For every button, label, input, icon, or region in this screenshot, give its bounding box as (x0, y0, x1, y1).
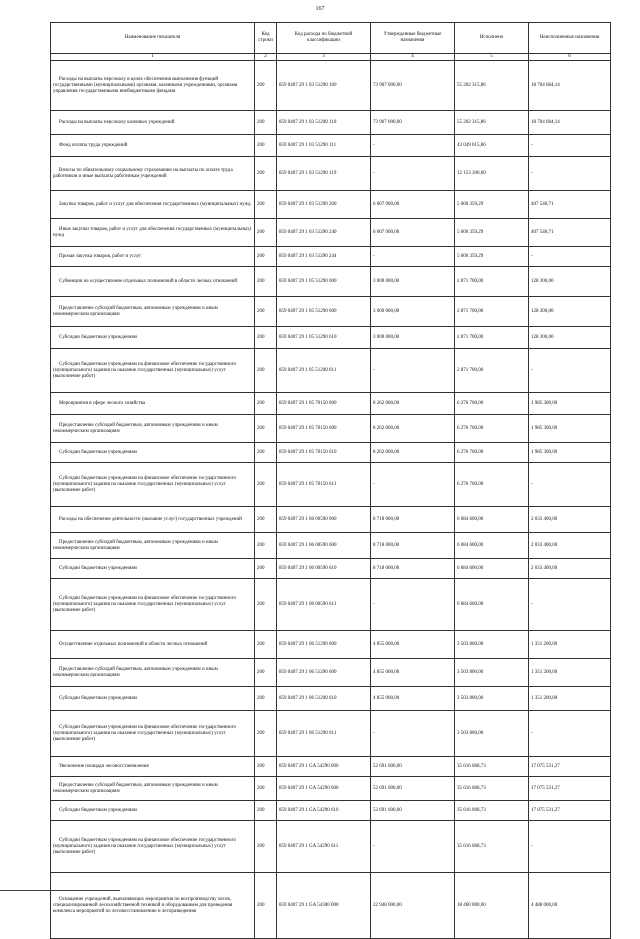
cell-name: Фонд оплаты труда учреждений (51, 135, 255, 157)
table-row (51, 821, 611, 873)
cell-code: 859 0407 29 1 06 51290 610 (277, 687, 371, 711)
cell-approved: 4 855 000,00 (371, 659, 455, 687)
cell-code: 859 0407 29 1 03 51290 100 (277, 61, 371, 111)
cell-approved: 8 718 000,00 (371, 507, 455, 533)
cell-executed: 2 871 700,00 (455, 327, 529, 349)
cell-line: 200 (255, 349, 277, 393)
cell-approved: 8 262 000,00 (371, 415, 455, 443)
cell-unexecuted: 1 985 300,00 (529, 443, 611, 463)
cell-executed: 35 616 068,73 (455, 821, 529, 873)
cell-executed: 3 503 800,00 (455, 631, 529, 659)
cell-approved: - (371, 349, 455, 393)
cell-approved: 73 907 000,00 (371, 111, 455, 135)
cell-line: 200 (255, 801, 277, 821)
cell-line: 200 (255, 559, 277, 579)
footer-rule (0, 890, 120, 891)
cell-code: 859 0407 29 1 05 51290 610 (277, 327, 371, 349)
cell-name: Субсидии бюджетным учреждениям (51, 687, 255, 711)
cell-unexecuted: 2 033 400,00 (529, 533, 611, 559)
cell-name: Субсидии бюджетным учреждениям (51, 559, 255, 579)
cell-name: Субсидии бюджетным учреждениям (51, 327, 255, 349)
cell-unexecuted: 128 300,00 (529, 297, 611, 327)
cell-approved: - (371, 711, 455, 757)
table-row (51, 135, 611, 157)
cell-code: 859 0407 29 1 05 51290 600 (277, 297, 371, 327)
cell-line: 200 (255, 191, 277, 219)
cell-unexecuted: - (529, 135, 611, 157)
cell-unexecuted: 1 351 200,00 (529, 631, 611, 659)
column-number: 2 (255, 54, 277, 61)
cell-line: 200 (255, 219, 277, 247)
table-row (51, 659, 611, 687)
cell-name: Предоставление субсидий бюджетным, автономным учреждениям и иным некоммерческим организациям (51, 777, 255, 801)
table-row (51, 157, 611, 191)
cell-code: 859 0407 29 1 05 51290 611 (277, 349, 371, 393)
cell-executed: 55 202 315,86 (455, 61, 529, 111)
header-name: Наименование показателя (51, 23, 255, 54)
table-row (51, 801, 611, 821)
cell-approved: 4 855 000,00 (371, 687, 455, 711)
cell-line: 200 (255, 393, 277, 415)
table-row (51, 687, 611, 711)
cell-line: 200 (255, 777, 277, 801)
cell-executed: 3 503 800,00 (455, 711, 529, 757)
cell-executed: 35 616 068,73 (455, 757, 529, 777)
table-row (51, 415, 611, 443)
cell-approved: 6 007 900,00 (371, 191, 455, 219)
cell-executed: 3 503 800,00 (455, 687, 529, 711)
cell-executed: 2 871 700,00 (455, 297, 529, 327)
cell-name: Увеличение площади лесовосстановления (51, 757, 255, 777)
cell-unexecuted: 2 033 400,00 (529, 559, 611, 579)
cell-line: 200 (255, 711, 277, 757)
cell-code: 859 0407 29 1 05 51290 000 (277, 267, 371, 297)
cell-unexecuted: 128 300,00 (529, 267, 611, 297)
cell-approved: 3 000 000,00 (371, 267, 455, 297)
cell-approved: - (371, 247, 455, 267)
cell-unexecuted: 1 351 200,00 (529, 659, 611, 687)
table-header-row (51, 23, 611, 54)
cell-line: 200 (255, 415, 277, 443)
header-approved: Утвержденные бюджетные назначения (371, 23, 455, 54)
cell-executed: 35 616 068,73 (455, 777, 529, 801)
column-number-row (51, 54, 611, 61)
cell-unexecuted: - (529, 247, 611, 267)
cell-code: 859 0407 29 1 06 51290 000 (277, 631, 371, 659)
cell-name: Оснащение учреждений, выполняющих мероприятия по воспроизводству лесов, специализированной лесохозяйственной техникой и оборудованием для проведения комплекса мероприятий по лесовосстановлению и лесоразведению (51, 873, 255, 939)
cell-unexecuted: - (529, 463, 611, 507)
cell-code: 859 0407 29 1 06 00590 611 (277, 579, 371, 631)
column-number: 5 (455, 54, 529, 61)
cell-line: 200 (255, 157, 277, 191)
budget-execution-table (50, 22, 611, 939)
column-number: 4 (371, 54, 455, 61)
cell-executed: 12 153 300,00 (455, 157, 529, 191)
cell-line: 200 (255, 443, 277, 463)
cell-approved: 8 262 000,00 (371, 393, 455, 415)
cell-approved: 3 000 000,00 (371, 297, 455, 327)
column-number: 6 (529, 54, 611, 61)
cell-name: Субсидии бюджетным учреждениям на финансовое обеспечение государственного (муниципального) задания на оказание государственных (муниципальных) услуг (выполнение работ) (51, 463, 255, 507)
cell-name: Расходы на обеспечение деятельности (оказание услуг) государственных учреждений (51, 507, 255, 533)
cell-executed: 2 871 700,00 (455, 349, 529, 393)
cell-approved: 52 691 600,00 (371, 757, 455, 777)
table-row (51, 267, 611, 297)
cell-name: Расходы на выплаты персоналу казенных учреждений (51, 111, 255, 135)
page-number: 167 (315, 6, 325, 12)
column-number: 1 (51, 54, 255, 61)
cell-unexecuted: 18 704 684,14 (529, 111, 611, 135)
cell-unexecuted: 17 075 531,27 (529, 757, 611, 777)
cell-approved: 4 855 000,00 (371, 631, 455, 659)
cell-line: 200 (255, 297, 277, 327)
cell-executed: 5 600 359,29 (455, 247, 529, 267)
cell-code: 859 0407 29 1 GA 54290 000 (277, 757, 371, 777)
table-row (51, 61, 611, 111)
cell-line: 200 (255, 247, 277, 267)
cell-code: 859 0407 29 1 06 00590 000 (277, 507, 371, 533)
table-row (51, 559, 611, 579)
cell-executed: 6 276 700,00 (455, 443, 529, 463)
cell-code: 859 0407 29 1 03 51290 111 (277, 135, 371, 157)
cell-code: 859 0407 29 1 06 00590 610 (277, 559, 371, 579)
table-row (51, 631, 611, 659)
table-row (51, 533, 611, 559)
column-number: 3 (277, 54, 371, 61)
cell-unexecuted: 2 033 400,00 (529, 507, 611, 533)
cell-code: 859 0407 29 1 GA 54290 610 (277, 801, 371, 821)
cell-code: 859 0407 29 1 05 70150 600 (277, 415, 371, 443)
cell-unexecuted: - (529, 821, 611, 873)
cell-approved: 52 691 600,00 (371, 777, 455, 801)
cell-unexecuted: 407 540,71 (529, 219, 611, 247)
cell-approved: 3 000 000,00 (371, 327, 455, 349)
cell-approved: - (371, 579, 455, 631)
cell-code: 859 0407 29 1 GA 54300 000 (277, 873, 371, 939)
cell-unexecuted: - (529, 579, 611, 631)
cell-name: Субсидии бюджетным учреждениям на финансовое обеспечение государственного (муниципального) задания на оказание государственных (муниципальных) услуг (выполнение работ) (51, 349, 255, 393)
cell-code: 859 0407 29 1 05 70150 000 (277, 393, 371, 415)
cell-code: 859 0407 29 1 03 51290 200 (277, 191, 371, 219)
cell-unexecuted: 407 540,71 (529, 191, 611, 219)
table-row (51, 777, 611, 801)
cell-approved: 52 691 600,00 (371, 801, 455, 821)
table-row (51, 297, 611, 327)
table-row (51, 327, 611, 349)
header-executed: Исполнено (455, 23, 529, 54)
cell-line: 200 (255, 61, 277, 111)
cell-line: 200 (255, 135, 277, 157)
cell-code: 859 0407 29 1 03 51290 110 (277, 111, 371, 135)
cell-code: 859 0407 29 1 06 51290 611 (277, 711, 371, 757)
table-row (51, 219, 611, 247)
cell-code: 859 0407 29 1 03 51290 119 (277, 157, 371, 191)
cell-name: Мероприятия в сфере лесного хозяйства (51, 393, 255, 415)
cell-line: 200 (255, 463, 277, 507)
cell-code: 859 0407 29 1 05 70150 610 (277, 443, 371, 463)
cell-name: Субсидии бюджетным учреждениям (51, 801, 255, 821)
cell-name: Субсидии бюджетным учреждениям (51, 443, 255, 463)
cell-unexecuted: - (529, 349, 611, 393)
cell-name: Закупка товаров, работ и услуг для обеспечения государственных (муниципальных) нужд (51, 191, 255, 219)
header-line-code: Код строки (255, 23, 277, 54)
table-row (51, 349, 611, 393)
cell-name: Субвенции на осуществление отдельных полномочий в области лесных отношений (51, 267, 255, 297)
cell-approved: 6 007 900,00 (371, 219, 455, 247)
cell-executed: 55 202 315,86 (455, 111, 529, 135)
cell-line: 200 (255, 757, 277, 777)
cell-unexecuted: 128 300,00 (529, 327, 611, 349)
cell-line: 200 (255, 687, 277, 711)
table-row (51, 443, 611, 463)
table-row (51, 873, 611, 939)
cell-approved: 22 948 000,00 (371, 873, 455, 939)
header-budget-code: Код расхода по бюджетной классификации (277, 23, 371, 54)
cell-code: 859 0407 29 1 06 00590 600 (277, 533, 371, 559)
cell-executed: 6 684 600,00 (455, 507, 529, 533)
cell-executed: 18 460 000,00 (455, 873, 529, 939)
cell-line: 200 (255, 579, 277, 631)
cell-name: Субсидии бюджетным учреждениям на финансовое обеспечение государственного (муниципального) задания на оказание государственных (муниципальных) услуг (выполнение работ) (51, 579, 255, 631)
cell-code: 859 0407 29 1 03 51290 240 (277, 219, 371, 247)
table-row (51, 507, 611, 533)
cell-executed: 6 684 600,00 (455, 559, 529, 579)
cell-executed: 6 684 600,00 (455, 533, 529, 559)
table-row (51, 393, 611, 415)
cell-code: 859 0407 29 1 03 51290 244 (277, 247, 371, 267)
cell-name: Предоставление субсидий бюджетным, автономным учреждениям и иным некоммерческим организациям (51, 297, 255, 327)
cell-executed: 6 276 700,00 (455, 415, 529, 443)
cell-code: 859 0407 29 1 GA 54290 611 (277, 821, 371, 873)
cell-approved: 8 718 000,00 (371, 559, 455, 579)
cell-name: Расходы на выплаты персоналу в целях обеспечения выполнения функций государственными (муниципальными) органами, казенными учреждениями, органами управления государственными внебюджетными фондами (51, 61, 255, 111)
cell-approved: 73 907 000,00 (371, 61, 455, 111)
cell-line: 200 (255, 821, 277, 873)
cell-approved: 8 262 000,00 (371, 443, 455, 463)
cell-unexecuted: 4 488 000,00 (529, 873, 611, 939)
cell-name: Иные закупки товаров, работ и услуг для обеспечения государственных (муниципальных) нужд (51, 219, 255, 247)
cell-executed: 3 503 800,00 (455, 659, 529, 687)
cell-executed: 5 600 359,29 (455, 191, 529, 219)
table-row (51, 111, 611, 135)
cell-line: 200 (255, 507, 277, 533)
table-row (51, 191, 611, 219)
table-row (51, 247, 611, 267)
table-row (51, 711, 611, 757)
cell-approved: 8 718 000,00 (371, 533, 455, 559)
table-row (51, 757, 611, 777)
cell-line: 200 (255, 533, 277, 559)
cell-executed: 6 684 600,00 (455, 579, 529, 631)
cell-code: 859 0407 29 1 GA 54290 600 (277, 777, 371, 801)
cell-unexecuted: 18 704 684,14 (529, 61, 611, 111)
cell-unexecuted: 17 075 531,27 (529, 777, 611, 801)
table-row (51, 579, 611, 631)
cell-unexecuted: 1 351 200,00 (529, 687, 611, 711)
cell-executed: 35 616 068,73 (455, 801, 529, 821)
cell-unexecuted: 1 985 300,00 (529, 415, 611, 443)
cell-name: Осуществление отдельных полномочий в области лесных отношений (51, 631, 255, 659)
cell-code: 859 0407 29 1 06 51290 600 (277, 659, 371, 687)
cell-unexecuted: 17 075 531,27 (529, 801, 611, 821)
cell-unexecuted: 1 985 300,00 (529, 393, 611, 415)
cell-name: Субсидии бюджетным учреждениям на финансовое обеспечение государственного (муниципального) задания на оказание государственных (муниципальных) услуг (выполнение работ) (51, 821, 255, 873)
cell-line: 200 (255, 659, 277, 687)
cell-name: Предоставление субсидий бюджетным, автономным учреждениям и иным некоммерческим организациям (51, 415, 255, 443)
cell-name: Прочая закупка товаров, работ и услуг (51, 247, 255, 267)
cell-name: Взносы по обязательному социальному страхованию на выплаты по оплате труда работников и иные выплаты работникам учреждений (51, 157, 255, 191)
cell-unexecuted: - (529, 157, 611, 191)
cell-line: 200 (255, 873, 277, 939)
cell-executed: 5 600 359,29 (455, 219, 529, 247)
cell-executed: 2 871 700,00 (455, 267, 529, 297)
cell-executed: 43 049 015,86 (455, 135, 529, 157)
table-row (51, 463, 611, 507)
cell-line: 200 (255, 267, 277, 297)
cell-name: Предоставление субсидий бюджетным, автономным учреждениям и иным некоммерческим организациям (51, 659, 255, 687)
cell-approved: - (371, 157, 455, 191)
cell-line: 200 (255, 631, 277, 659)
cell-unexecuted: - (529, 711, 611, 757)
cell-code: 859 0407 29 1 05 70150 611 (277, 463, 371, 507)
cell-executed: 6 276 700,00 (455, 393, 529, 415)
cell-executed: 6 276 700,00 (455, 463, 529, 507)
cell-line: 200 (255, 327, 277, 349)
header-unexecuted: Неисполненные назначения (529, 23, 611, 54)
cell-name: Субсидии бюджетным учреждениям на финансовое обеспечение государственного (муниципального) задания на оказание государственных (муниципальных) услуг (выполнение работ) (51, 711, 255, 757)
cell-line: 200 (255, 111, 277, 135)
cell-approved: - (371, 821, 455, 873)
cell-name: Предоставление субсидий бюджетным, автономным учреждениям и иным некоммерческим организациям (51, 533, 255, 559)
cell-approved: - (371, 135, 455, 157)
cell-approved: - (371, 463, 455, 507)
